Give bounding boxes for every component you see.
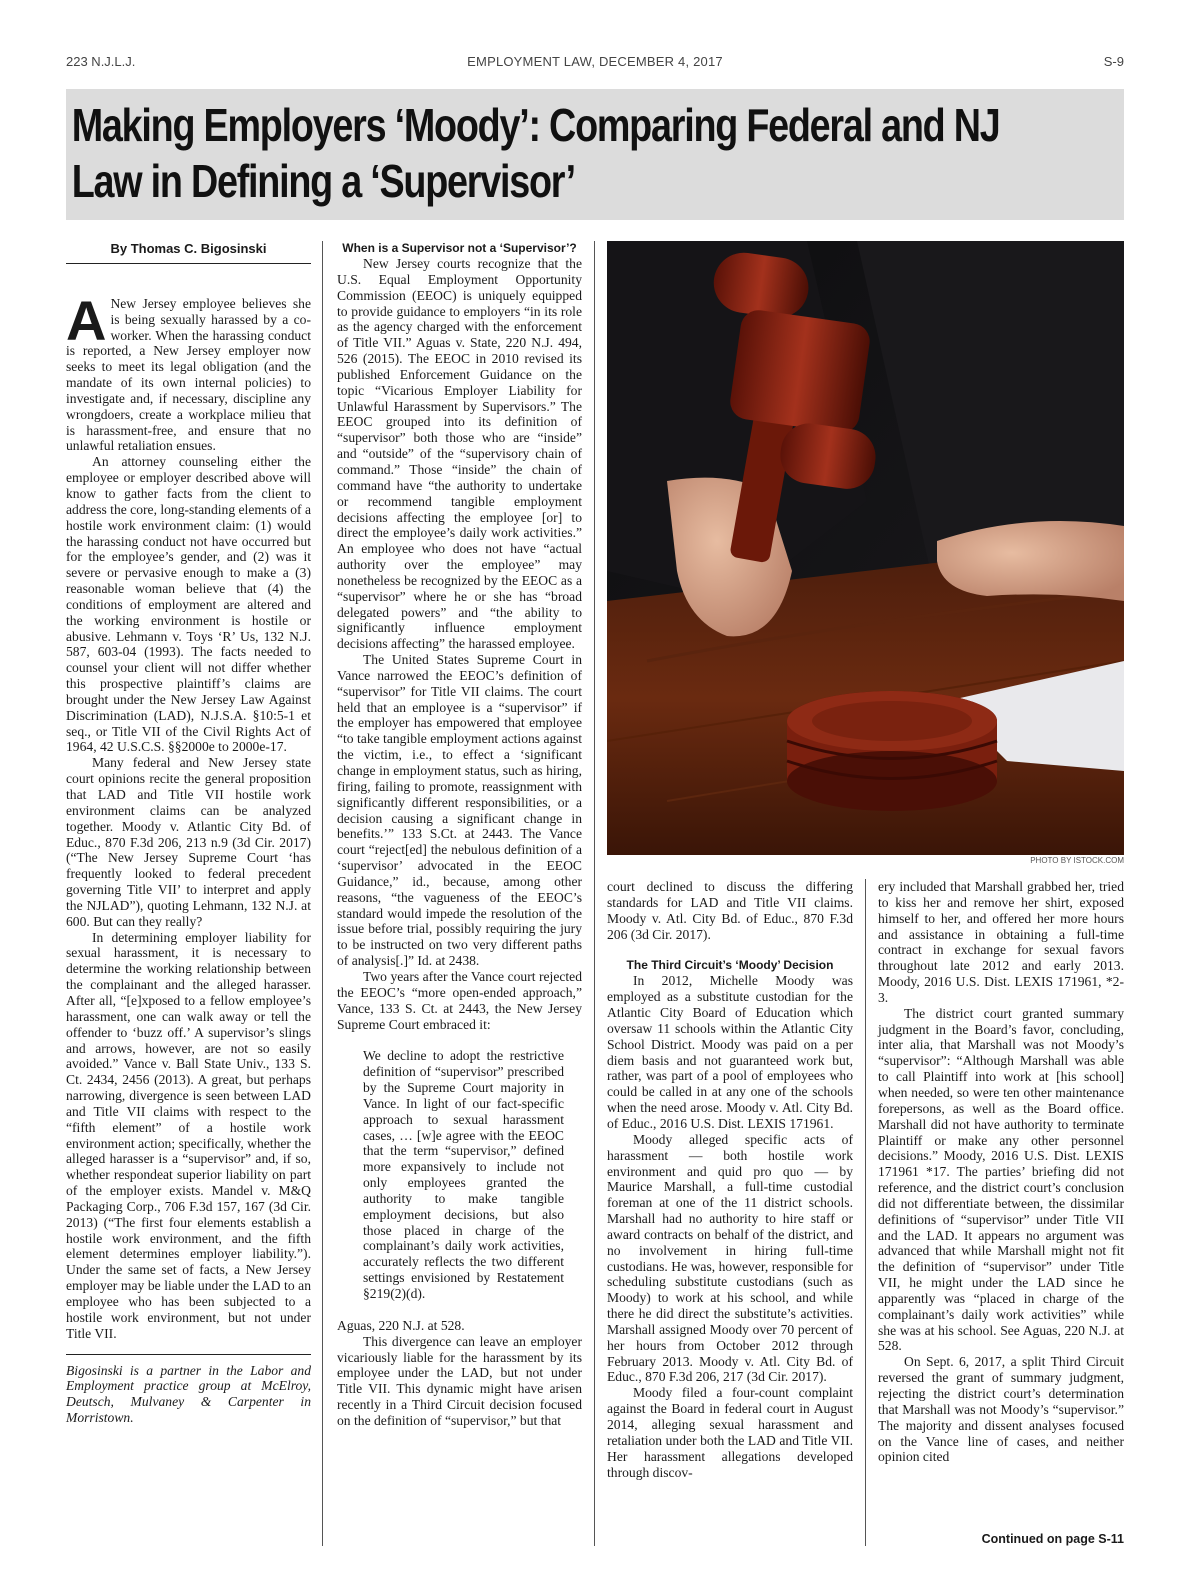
page-header — [66, 54, 1124, 74]
byline: By Thomas C. Bigosinski — [110, 241, 267, 256]
column-2 — [337, 241, 582, 1429]
body-paragraph: An attorney counseling either the employee or employer described above will know to gather facts from the client to address the core, long-standing elements of a hostile work environment claim: (1) would the harassing conduct not have occurred but for the employee’s gender, and (2) was it severe or pervasive enough to make a (3) reasonable woman believe that (4) the conditions of employment are altered and the working environment is hostile or abusive. Lehmann v. Toys ‘R’ Us, 132 N.J. 587, 603-04 (1993). The facts needed to counsel your client will not differ whether this prospective plaintiff’s claims are brought under the New Jersey Law Against Discrimination (LAD), N.J.S.A. §10:5-1 et seq., or Title VII of the Civil Rights Act of 1964, 42 U.S.C.S. §§2000e to 2000e-17. — [66, 454, 311, 755]
quote-citation: Aguas, 220 N.J. at 528. — [337, 1317, 465, 1333]
body-paragraph: On Sept. 6, 2017, a split Third Circuit reversed the grant of summary judgment, rejecting the district court’s determination that Marshall was not Moody’s “supervisor.” The majority and dissent analyses focused on the Vance line of cases, and neither opinion cited — [878, 1354, 1124, 1465]
body-paragraph: In 2012, Michelle Moody was employed as a substitute custodian for the Atlantic City Board of Education which oversaw 11 schools within the Atlantic City School District. Moody was paid on a per diem basis and not guaranteed work but, rather, was part of a pool of employees who could be called in at any one of the schools when the need arose. Moody v. Atl. City Bd. of Educ., 2016 U.S. Dist. LEXIS 171961. — [607, 973, 853, 1131]
section-date: EMPLOYMENT LAW, DECEMBER 4, 2017 — [467, 54, 723, 69]
page-number: S-9 — [1103, 54, 1124, 69]
column-3 — [607, 879, 853, 1480]
column-divider — [594, 241, 595, 1546]
body-paragraph: This divergence can leave an employer vicariously liable for the harassment by its employee under the LAD, but not under Title VII. This dynamic might have arisen recently in a Third Circuit decision focused on the definition of “supervisor,” but that — [337, 1333, 582, 1428]
byline-rule — [66, 263, 311, 264]
author-bio: Bigosinski is a partner in the Labor and Employment practice group at McElroy, Deutsch, Mulvaney & Carpenter in Morristown. — [66, 1354, 311, 1426]
section-subhead: The Third Circuit’s ‘Moody’ Decision — [626, 958, 834, 973]
column-divider — [865, 879, 866, 1546]
body-paragraph: The United States Supreme Court in Vance narrowed the EEOC’s definition of “supervisor” for Title VII claims. The court held that an employee is a “supervisor” if the employer has empowered that employee “to take tangible employment actions against the victim, i.e., to effect a ‘significant change in employment status, such as hiring, firing, failing to promote, reassignment with significantly different responsibilities, or a decision causing a significant change in benefits.’” 133 S.Ct. at 2443. The Vance court “reject[ed] the nebulous definition of a ‘supervisor’ advocated in the EEOC Guidance,” id., because, among other reasons, “the vagueness of the EEOC’s standard would impede the resolution of the issue before trial, possibly requiring the jury to be instructed on two very different paths of analysis[.]” Id. at 2438. — [337, 652, 582, 969]
drop-cap: A — [66, 288, 107, 352]
section-subhead: When is a Supervisor not a ‘Supervisor’? — [342, 241, 577, 255]
gavel-illustration — [607, 241, 1124, 855]
photo-credit: PHOTO BY ISTOCK.COM — [1030, 856, 1124, 865]
body-paragraph: Many federal and New Jersey state court opinions recite the general proposition that LAD and Title VII hostile work environment claims can be analyzed together. Moody v. Atlantic City Bd. of Educ., 870 F.3d 206, 213 n.9 (3d Cir. 2017) (“The New Jersey Supreme Court ‘has frequently looked to federal precedent governing Title VII’ to interpret and apply the NJLAD”), quoting Lehmann, 132 N.J. at 600. But can they really? — [66, 755, 311, 929]
column-4 — [878, 879, 1124, 1465]
body-paragraph: In determining employer liability for sexual harassment, it is necessary to determine the working relationship between the complainant and the alleged harasser. After all, “[e]xposed to a fellow employee’s harassment, one can walk away or tell the offender to ‘buzz off.’ A supervisor’s slings and arrows, however, are not so easily avoided.” Vance v. Ball State Univ., 133 S. Ct. 2434, 2456 (2013). A great, but perhaps narrowing, divergence is seen between LAD and Title VII claims with respect to the “fifth element” of a hostile work environment action; specifically, whether the alleged harasser is a “supervisor” and, if so, whether respondeat superior liability on part of the employer exists. Mandel v. M&Q Packaging Corp., 706 F.3d 157, 167 (3d Cir. 2013) (“The first four elements establish a hostile work environment, and the fifth element determines employer liability.”). Under the same set of facts, a New Jersey employer may be liable under the LAD to an employee who has been subjected to a hostile work environment, but not under Title VII. — [66, 929, 311, 1341]
headline-box — [66, 89, 1124, 220]
body-paragraph: Moody filed a four-count complaint against the Board in federal court in August 2014, alleging sexual harassment and retaliation under both the LAD and Title VII. Her harassment allegations developed through discov- — [607, 1385, 853, 1480]
body-paragraph: ery included that Marshall grabbed her, tried to kiss her and remove her shirt, exposed himself to her, and offered her more hours and assistance in obtaining a full-time contract in exchange for sexual favors throughout late 2012 and early 2013. Moody, 2016 U.S. Dist. LEXIS 171961, *2-3. — [878, 879, 1124, 1005]
column-divider — [322, 241, 323, 1546]
body-paragraph: Moody alleged specific acts of harassment — both hostile work environment and quid pro quo — by Maurice Marshall, a full-time custodial foreman at one of the 11 district schools. Marshall had no authority to hire staff or award contracts on behalf of the district, and no involvement in hiring full-time custodians. He was, however, responsible for scheduling substitute custodians (such as Moody) to work at his school, and while there he did direct the substitute’s activities. Marshall assigned Moody over 70 percent of her hours from October 2012 through February 2013. Moody v. Atl. City Bd. of Educ., 870 F.3d 206, 217 (3d Cir. 2017). — [607, 1131, 853, 1385]
continued-jump-line: Continued on page S-11 — [981, 1532, 1124, 1546]
gavel-photo — [607, 241, 1124, 855]
body-paragraph: court declined to discuss the differing standards for LAD and Title VII claims. Moody v. Atl. City Bd. of Educ., 870 F.3d 206 (3d Cir. 2017). — [607, 879, 853, 942]
volume-citation: 223 N.J.L.J. — [66, 54, 136, 69]
block-quote: We decline to adopt the restrictive definition of “supervisor” prescribed by the Supreme Court majority in Vance. In light of our fact-specific approach to sexual harassment cases, … [w]e agree with the EEOC that the term “supervisor,” defined more expansively to include not only employees granted the authority to make tangible employment decisions, but also those placed in charge of the complainant’s daily work activities, accurately reflects the two different settings envisioned by Restatement §219(2)(d). — [363, 1048, 564, 1301]
column-1 — [66, 241, 311, 1426]
body-paragraph: Two years after the Vance court rejected the EEOC’s “more open-ended approach,” Vance, 133 S. Ct. at 2443, the New Jersey Supreme Court embraced it: — [337, 968, 582, 1032]
lede-paragraph: A New Jersey employee believes she is being sexually harassed by a co-worker. When the harassing conduct is reported, a New Jersey employer now seeks to meet its legal obligation (and the mandate of its own internal policies) to investigate and, if necessary, discipline any wrongdoers, create a workplace milieu that is harassment-free, and ensure that no unlawful retaliation ensues. — [66, 288, 311, 454]
page-title: Making Employers ‘Moody’: Comparing Federal and NJ Law in Defining a ‘Supervisor’ — [71, 99, 1000, 207]
body-paragraph: The district court granted summary judgment in the Board’s favor, concluding, inter alia, that Marshall was not Moody’s “supervisor”: “Although Marshall was able to call Plaintiff into work at [his school] when needed, so were ten other maintenance forepersons, as well as the Board office. Marshall did not have authority to terminate Plaintiff or make any other personnel decisions.” Moody, 2016 U.S. Dist. LEXIS 171961 *17. The parties’ briefing did not reference, and the district court’s conclusion did not differentiate between, the dissimilar definitions of “supervisor” under Title VII and the LAD. It appears no argument was advanced that while Marshall might not fit the definition of “supervisor” under Title VII, he might under the LAD since he apparently was “placed in charge of the complainant’s daily work activities” while she was at his school. See Aguas, 220 N.J. at 528. — [878, 1005, 1124, 1354]
body-paragraph: New Jersey courts recognize that the U.S. Equal Employment Opportunity Commission (EEOC) is uniquely equipped to provide guidance to employers “in its role as the agency charged with the enforcement of Title VII.” Aguas v. State, 220 N.J. 494, 526 (2015). The EEOC in 2010 revised its published Enforcement Guidance on the topic “Vicarious Employer Liability for Unlawful Harassment by Supervisors.” The EEOC grouped into its definition of “supervisor” both those who are “inside” and “outside” of the “supervisory chain of command.” Those “inside” the chain of command have “the authority to undertake or recommend tangible employment decisions affecting the employee [or] to direct the employee’s daily work activities.” An employee who does not have “actual authority over the employee” may nonetheless be recognized by the EEOC as a “supervisor” where he or she has “broad delegated powers” and “the ability to significantly influence employment decisions affecting” the harassed employee. — [337, 256, 582, 652]
